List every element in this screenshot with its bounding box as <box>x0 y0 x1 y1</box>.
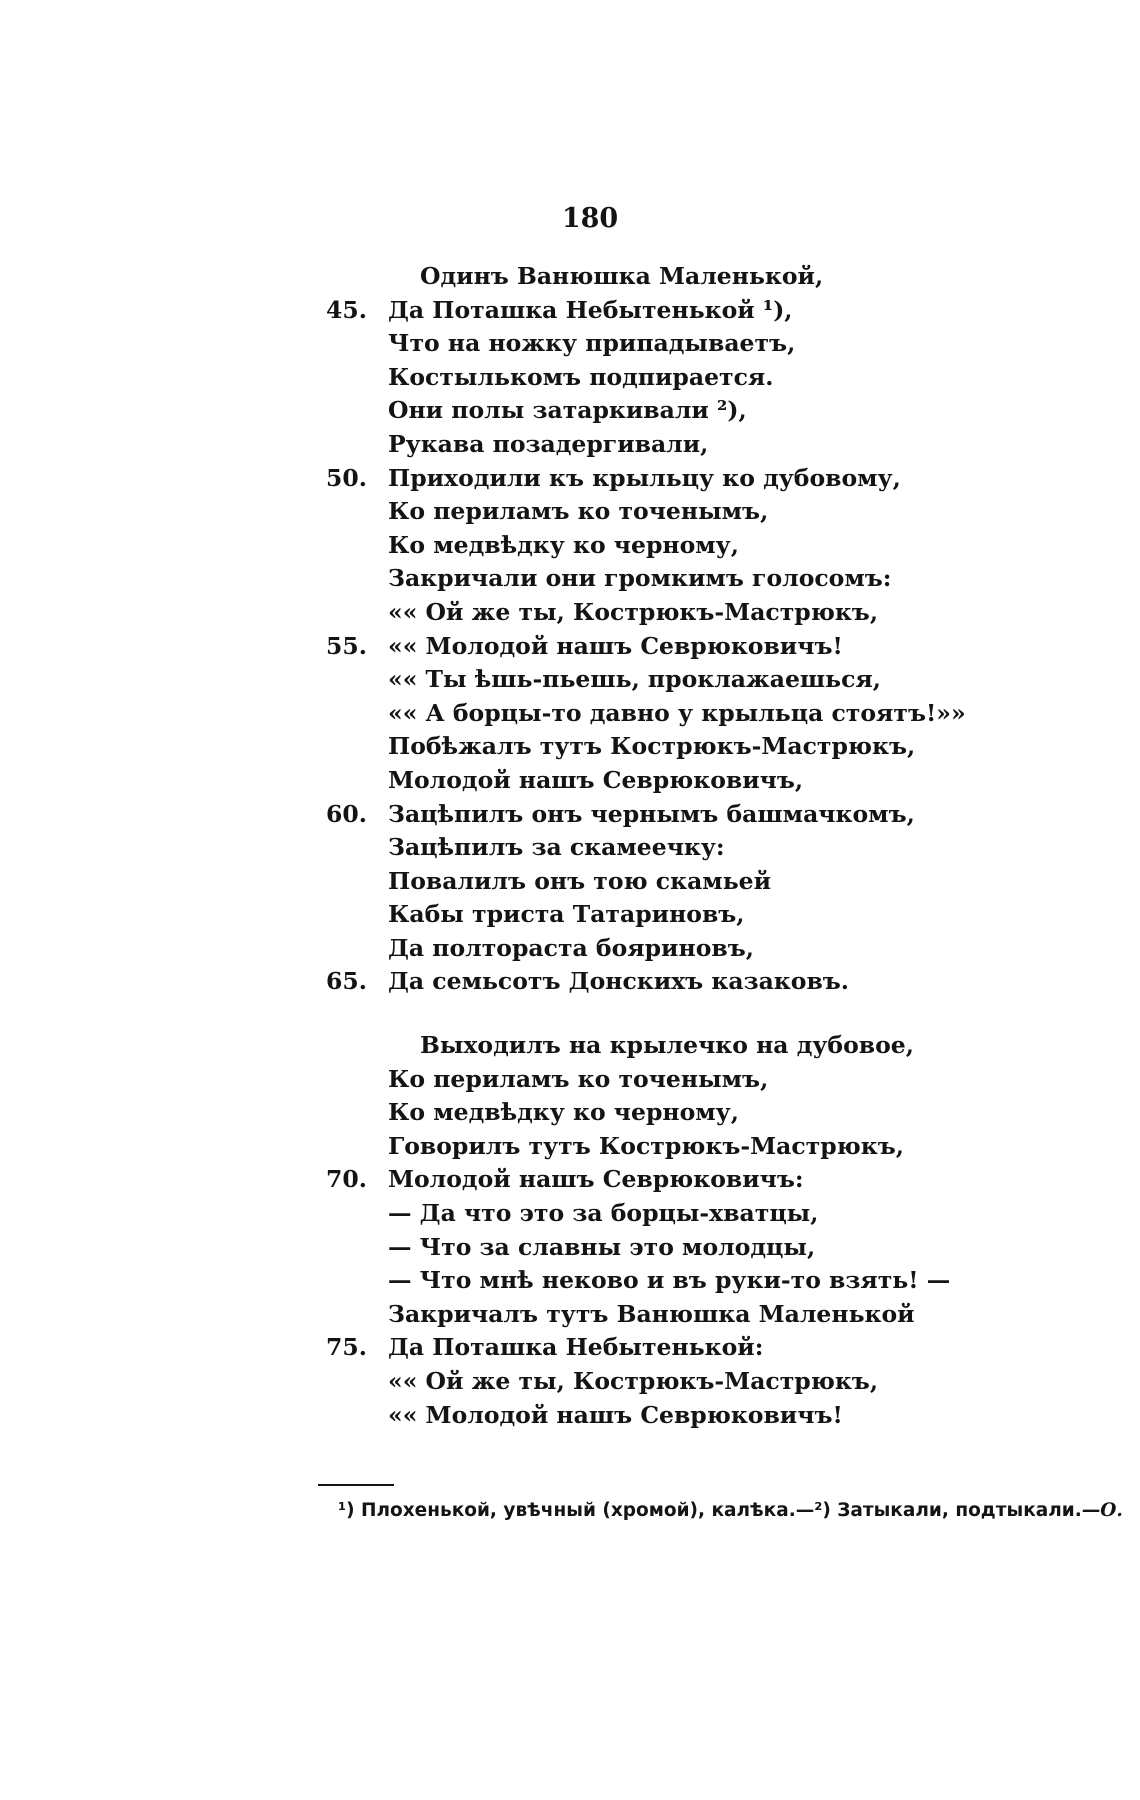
poem-line <box>0 361 1140 395</box>
poem-line <box>0 1365 1140 1399</box>
line-text: Закричалъ тутъ Ванюшка Маленькой <box>388 1299 915 1328</box>
footnote-text: ¹) Плохенькой, увѣчный (хромой), калѣка.—²) Затыкали, подтыкали.— <box>338 1500 1101 1521</box>
line-text: Молодой нашъ Севрюковичъ: <box>388 1165 804 1194</box>
poem-line <box>0 462 1140 496</box>
footnote-divider <box>318 1484 394 1486</box>
footnote-signature: О. <box>1100 1500 1123 1521</box>
poem-line <box>0 1231 1140 1265</box>
poem-line <box>0 1029 1140 1063</box>
line-number: 70. <box>326 1165 367 1194</box>
poem-line <box>0 294 1140 328</box>
line-text: «« Ты ѣшь-пьешь, проклажаешься, <box>388 665 881 694</box>
line-text: «« Ой же ты, Кострюкъ-Мастрюкъ, <box>388 1367 879 1395</box>
line-text: Ко периламъ ко точенымъ, <box>388 497 769 526</box>
poem <box>0 260 1140 1432</box>
line-text: Закричали они громкимъ голосомъ: <box>388 564 892 593</box>
line-number: 60. <box>326 799 367 828</box>
line-number: 55. <box>326 631 367 660</box>
line-text: Зацѣпилъ за скамеечку: <box>388 833 725 862</box>
line-number: 65. <box>326 967 367 996</box>
line-text: Да Поташка Небытенькой ¹), <box>388 295 793 324</box>
poem-line <box>0 798 1140 832</box>
poem-line <box>0 495 1140 529</box>
poem-line <box>0 562 1140 596</box>
line-number: 75. <box>326 1333 367 1362</box>
line-text: Молодой нашъ Севрюковичъ, <box>388 765 804 794</box>
poem-line <box>0 596 1140 630</box>
poem-line <box>0 730 1140 764</box>
line-text: Приходили къ крыльцу ко дубовому, <box>388 463 901 492</box>
line-text: — Что за славны это молодцы, <box>388 1232 816 1261</box>
poem-line <box>0 1331 1140 1365</box>
line-text: «« Молодой нашъ Севрюковичъ! <box>388 1400 843 1429</box>
poem-line <box>0 663 1140 697</box>
poem-line <box>0 932 1140 966</box>
line-text: — Что мнѣ неково и въ руки-то взять! — <box>388 1266 951 1295</box>
poem-line <box>0 831 1140 865</box>
line-text: Рукава позадергивали, <box>388 429 709 458</box>
poem-line <box>0 1096 1140 1130</box>
poem-line <box>0 1063 1140 1097</box>
poem-line <box>0 1264 1140 1298</box>
line-text: Ко медвѣдку ко черному, <box>388 530 739 559</box>
line-number: 50. <box>326 463 367 492</box>
line-text: Говорилъ тутъ Кострюкъ-Мастрюкъ, <box>388 1131 904 1160</box>
line-text: Ко периламъ ко точенымъ, <box>388 1064 769 1093</box>
poem-line <box>0 764 1140 798</box>
line-text: Кабы триста Татариновъ, <box>388 900 745 929</box>
line-text: «« Молодой нашъ Севрюковичъ! <box>388 631 843 660</box>
line-text: — Да что это за борцы-хватцы, <box>388 1199 819 1228</box>
line-text: Что на ножку припадываетъ, <box>388 329 796 358</box>
poem-line <box>0 1197 1140 1231</box>
line-text: Да Поташка Небытенькой: <box>388 1333 764 1362</box>
poem-line <box>0 697 1140 731</box>
stanza-gap <box>0 999 1140 1029</box>
poem-line <box>0 965 1140 999</box>
line-text: Костылькомъ подпирается. <box>388 362 774 391</box>
footnote <box>338 1500 1123 1521</box>
poem-line <box>0 865 1140 899</box>
poem-line <box>0 630 1140 664</box>
line-text: Повалилъ онъ тою скамьей <box>388 866 772 895</box>
line-text: Побѣжалъ тутъ Кострюкъ-Мастрюкъ, <box>388 732 916 761</box>
line-text: «« Ой же ты, Кострюкъ-Мастрюкъ, <box>388 597 879 626</box>
poem-line <box>0 327 1140 361</box>
poem-line <box>0 1399 1140 1433</box>
poem-line <box>0 260 1140 294</box>
line-text: Выходилъ на крылечко на дубовое, <box>420 1031 914 1060</box>
poem-line <box>0 1163 1140 1197</box>
line-text: Зацѣпилъ онъ чернымъ башмачкомъ, <box>388 799 915 828</box>
line-text: Одинъ Ванюшка Маленькой, <box>420 262 824 290</box>
line-text: Ко медвѣдку ко черному, <box>388 1098 739 1127</box>
line-text: Они полы затаркивали ²), <box>388 396 747 425</box>
poem-line <box>0 394 1140 428</box>
page-number: 180 <box>561 203 619 234</box>
line-text: «« А борцы-то давно у крыльца стоятъ!»» <box>388 698 966 727</box>
poem-line <box>0 898 1140 932</box>
poem-line <box>0 1130 1140 1164</box>
poem-line <box>0 428 1140 462</box>
poem-line <box>0 529 1140 563</box>
line-text: Да семьсотъ Донскихъ казаковъ. <box>388 967 849 996</box>
line-text: Да полтораста бояриновъ, <box>388 933 754 962</box>
poem-line <box>0 1298 1140 1332</box>
line-number: 45. <box>326 295 367 324</box>
